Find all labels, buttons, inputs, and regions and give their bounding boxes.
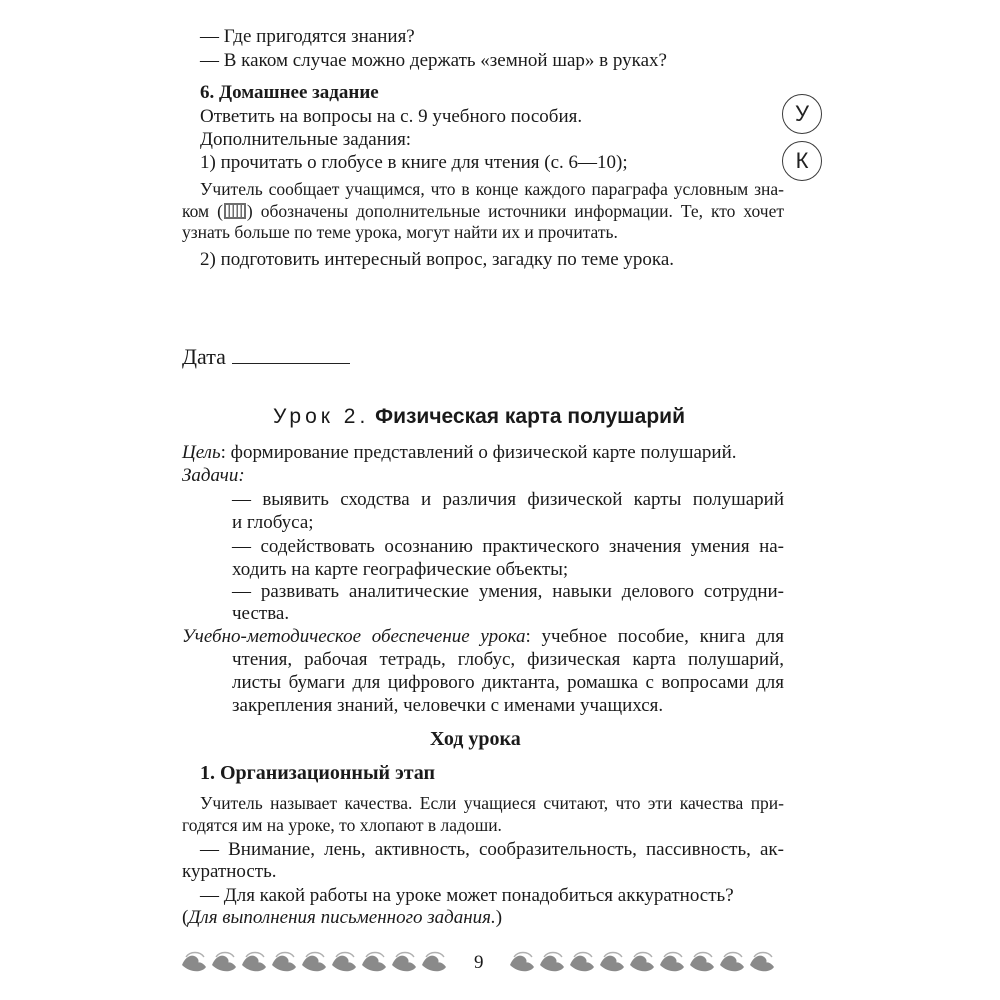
goal-text: : формирование представлений о физической карте полушарий. [220,442,737,463]
homework-line-2: Дополнительные задания: [200,129,412,150]
homework-note-line-2 [182,201,784,222]
stage-1-p2-line-1: — Внимание, лень, активность, сообразительность, пассивность, ак- [200,839,784,860]
homework-note-line-1: Учитель сообщает учащимся, что в конце каждого параграфа условным зна- [200,179,784,199]
dialogue-line-2: — В каком случае можно держать «земной шар» в руках? [200,50,667,71]
task-line-1: — выявить сходства и различия физической карты полушарий [232,489,784,510]
tasks-label-text: Задачи [182,465,239,486]
stage-1-p3-line-1: — Для какой работы на уроке может понадобиться аккуратность? [200,885,734,906]
homework-note-before-icon: ком ( [182,201,223,221]
homework-line-3: 1) прочитать о глобусе в книге для чтения (с. 6—10); [200,152,628,173]
stage-1-p3-line-2 [182,906,502,929]
homework-heading: 6. Домашнее задание [200,82,379,103]
goal-label: Цель [182,442,221,463]
task-line-6: чества. [232,603,290,624]
tasks-label: Задачи: [182,465,245,486]
goal-line [182,441,737,464]
homework-line-4: 2) подготовить интересный вопрос, загадку по теме урока. [200,249,675,270]
date-label: Дата [182,344,226,369]
stage-1-p2-line-2: куратность. [182,861,277,882]
homework-note-after-icon: ) обозначены дополнительные источники информации. Те, кто хочет [246,201,785,221]
dialogue-line-1: — Где пригодятся знания? [200,26,415,47]
lesson-name: Физическая карта полушарий [375,405,685,428]
page-number: 9 [474,952,484,973]
materials-line-3: листы бумаги для цифрового диктанта, ромашка с вопросами для [232,672,784,693]
task-line-2: и глобуса; [232,512,314,533]
materials-first-line [182,625,784,648]
homework-line-1: Ответить на вопросы на с. 9 учебного пособия. [200,106,583,127]
materials-line-2: чтения, рабочая тетрадь, глобус, физическая карта полушарий, [232,649,784,670]
stage-1-heading: 1. Организационный этап [200,762,436,784]
footer-ornament-right [508,943,793,983]
stage-1-p1-line-1: Учитель называет качества. Если учащиеся считают, что эти качества при- [200,793,784,813]
stage-1-p1-line-2: годятся им на уроке, то хлопают в ладоши. [182,815,502,835]
materials-line-4: закрепления знаний, человечки с именами учащихся. [232,695,664,716]
homework-note-line-3: узнать больше по теме урока, могут найти их и прочитать. [182,222,618,242]
date-field [182,344,350,370]
task-line-5: — развивать аналитические умения, навыки делового сотрудни- [232,581,784,602]
footer-ornament-left [180,943,448,983]
materials-label: Учебно-методическое обеспечение урока [182,626,526,647]
badge-u: У [782,94,822,134]
lesson-title [273,404,685,430]
date-blank-line [232,345,350,364]
task-line-4: ходить на карте географические объекты; [232,559,569,580]
paren-open: ( [182,907,189,928]
stage-1-p3-italic: Для выполнения письменного задания. [188,907,496,928]
badge-k: К [782,141,822,181]
course-heading: Ход урока [430,728,521,750]
task-line-3: — содействовать осознанию практического значения умения на- [232,536,784,557]
materials-first-text: : учебное пособие, книга для [525,626,784,647]
paren-close: ) [495,907,503,928]
lesson-prefix: Урок 2. [273,405,370,428]
library-icon [223,202,247,220]
